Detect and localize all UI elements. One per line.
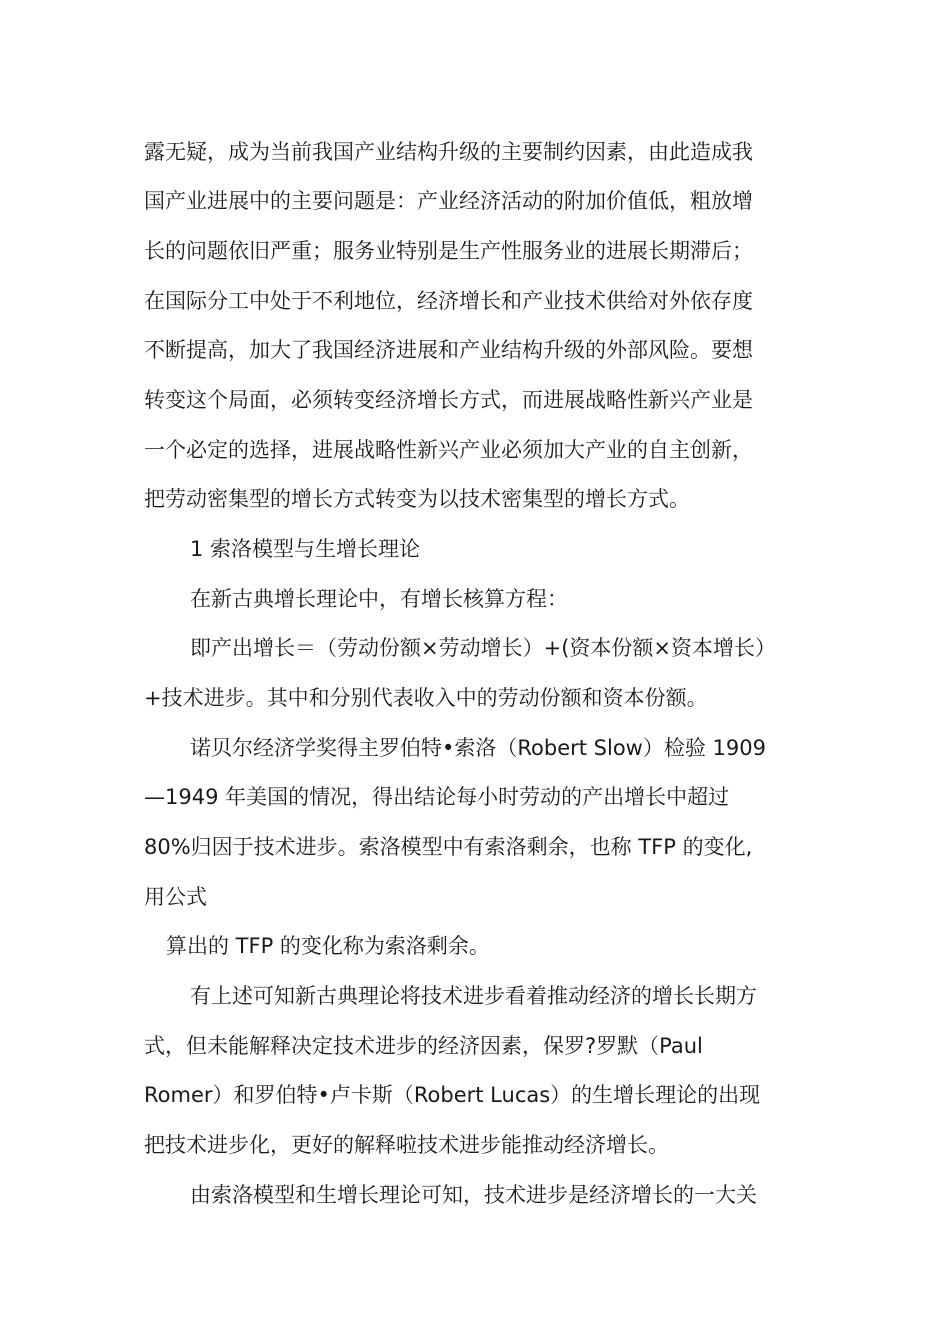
paragraph-line: 一个必定的选择，进展战略性新兴产业必须加大产业的自主创新， (144, 438, 753, 462)
paragraph-line: 长的问题依旧严重；服务业特别是生产性服务业的进展长期滞后； (144, 239, 753, 263)
paragraph-line: 在国际分工中处于不利地位，经济增长和产业技术供给对外依存度 (144, 289, 753, 313)
section-heading: 1 索洛模型与生增长理论 (190, 537, 421, 561)
paragraph-line: 在新古典增长理论中，有增长核算方程： (190, 587, 568, 611)
paragraph-line: 由索洛模型和生增长理论可知，技术进步是经济增长的一大关 (190, 1183, 757, 1207)
paragraph-line: 把劳动密集型的增长方式转变为以技术密集型的增长方式。 (144, 487, 690, 511)
paragraph-line: 露无疑，成为当前我国产业结构升级的主要制约因素，由此造成我 (144, 140, 753, 164)
paragraph-line: 不断提高，加大了我国经济进展和产业结构升级的外部风险。要想 (144, 338, 753, 362)
paragraph-line: Romer）和罗伯特•卢卡斯（Robert Lucas）的生增长理论的出现 (144, 1083, 761, 1107)
paragraph-line: 80%归因于技术进步。索洛模型中有索洛剩余，也称 TFP 的变化, (144, 835, 753, 859)
paragraph-line: 用公式 (144, 885, 207, 909)
paragraph-line: 国产业进展中的主要问题是：产业经济活动的附加价值低，粗放增 (144, 189, 753, 213)
paragraph-line: 即产出增长＝（劳动份额×劳动增长）+(资本份额×资本增长） (190, 636, 776, 660)
paragraph-line: 诺贝尔经济学奖得主罗伯特•索洛（Robert Slow）检验 1909 (190, 736, 766, 760)
paragraph-line: 把技术进步化，更好的解释啦技术进步能推动经济增长。 (144, 1133, 669, 1157)
paragraph-line: —1949 年美国的情况，得出结论每小时劳动的产出增长中超过 (144, 785, 730, 809)
paragraph-line: 有上述可知新古典理论将技术进步看着推动经济的增长长期方 (190, 984, 757, 1008)
paragraph-line: 转变这个局面，必须转变经济增长方式，而进展战略性新兴产业是 (144, 388, 753, 412)
paragraph-line: 式，但未能解释决定技术进步的经济因素，保罗?罗默（Paul (144, 1034, 703, 1058)
paragraph-line: +技术进步。其中和分别代表收入中的劳动份额和资本份额。 (144, 686, 708, 710)
paragraph-line: 算出的 TFP 的变化称为索洛剩余。 (166, 934, 490, 958)
